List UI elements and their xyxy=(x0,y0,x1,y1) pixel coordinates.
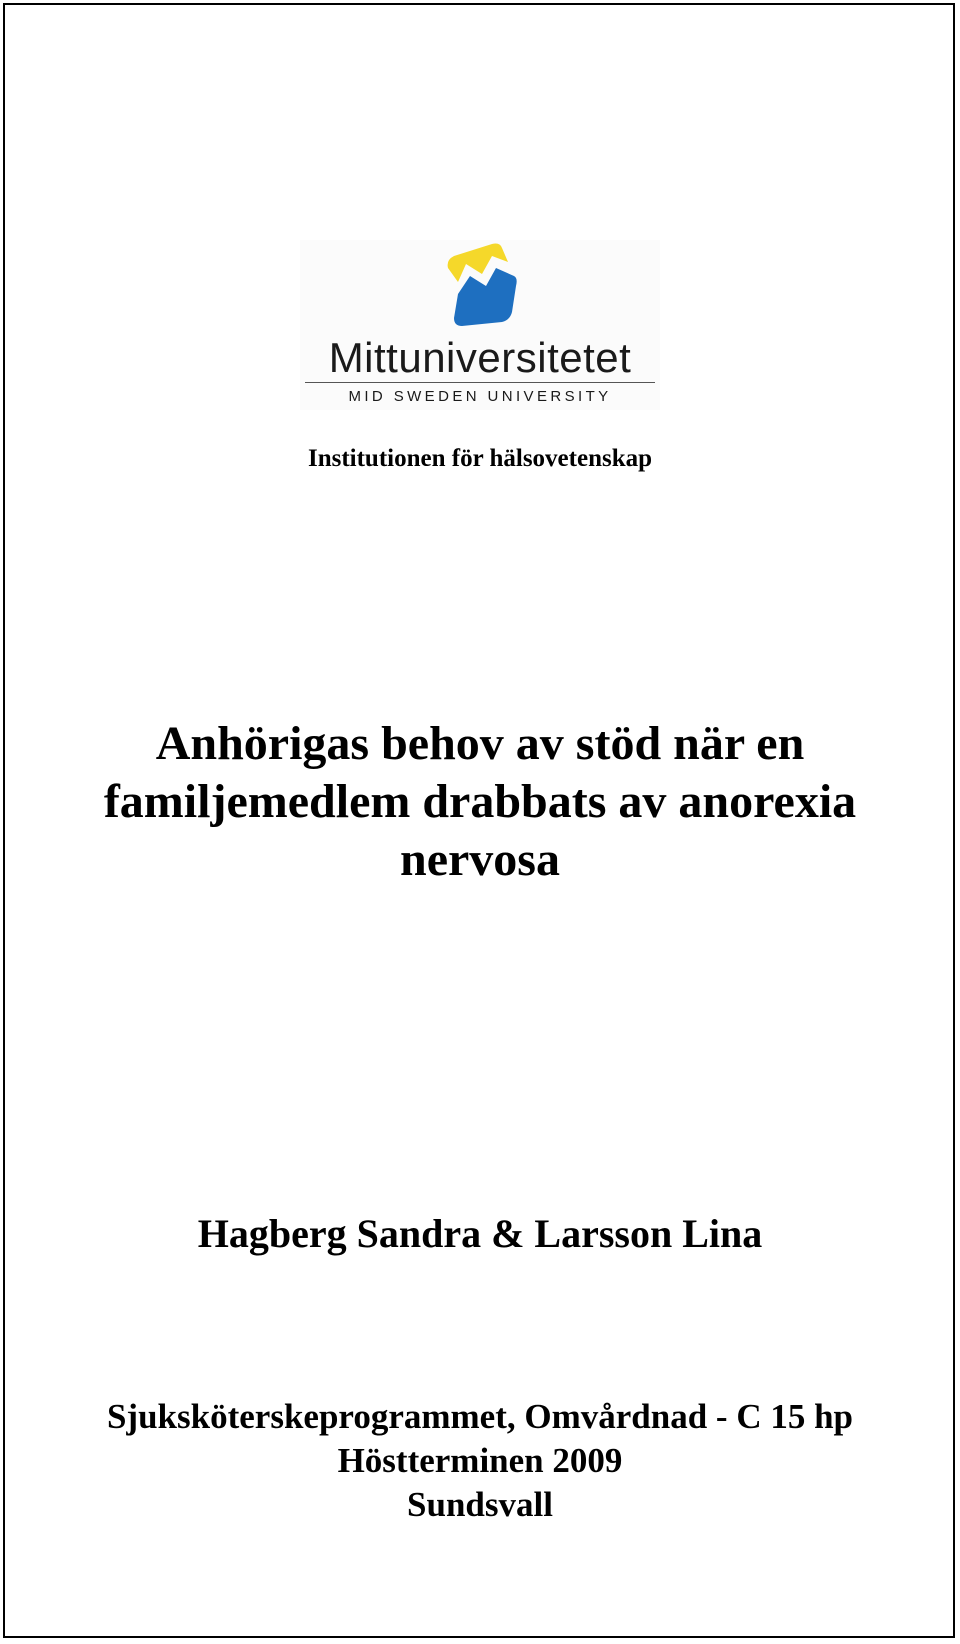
logo-name: Mittuniversitetet xyxy=(328,334,632,381)
program-line: Sjuksköterskeprogrammet, Omvårdnad - C 15 hp xyxy=(106,1397,854,1436)
title-line-2: familjemedlem drabbats av anorexia xyxy=(103,775,857,828)
logo-divider xyxy=(305,382,655,383)
location-line: Sundsvall xyxy=(407,1485,553,1524)
institution-name: Institutionen för hälsovetenskap xyxy=(307,445,653,472)
university-logo xyxy=(300,240,660,410)
title-line-3: nervosa xyxy=(400,833,560,886)
term-line: Höstterminen 2009 xyxy=(337,1441,623,1480)
thesis-title xyxy=(40,715,920,889)
logo-mark-icon xyxy=(440,242,520,328)
footer-info xyxy=(0,1395,960,1527)
authors: Hagberg Sandra & Larsson Lina xyxy=(197,1211,763,1256)
title-line-1: Anhörigas behov av stöd när en xyxy=(155,717,805,770)
logo-subtitle: MID SWEDEN UNIVERSITY xyxy=(348,388,612,405)
